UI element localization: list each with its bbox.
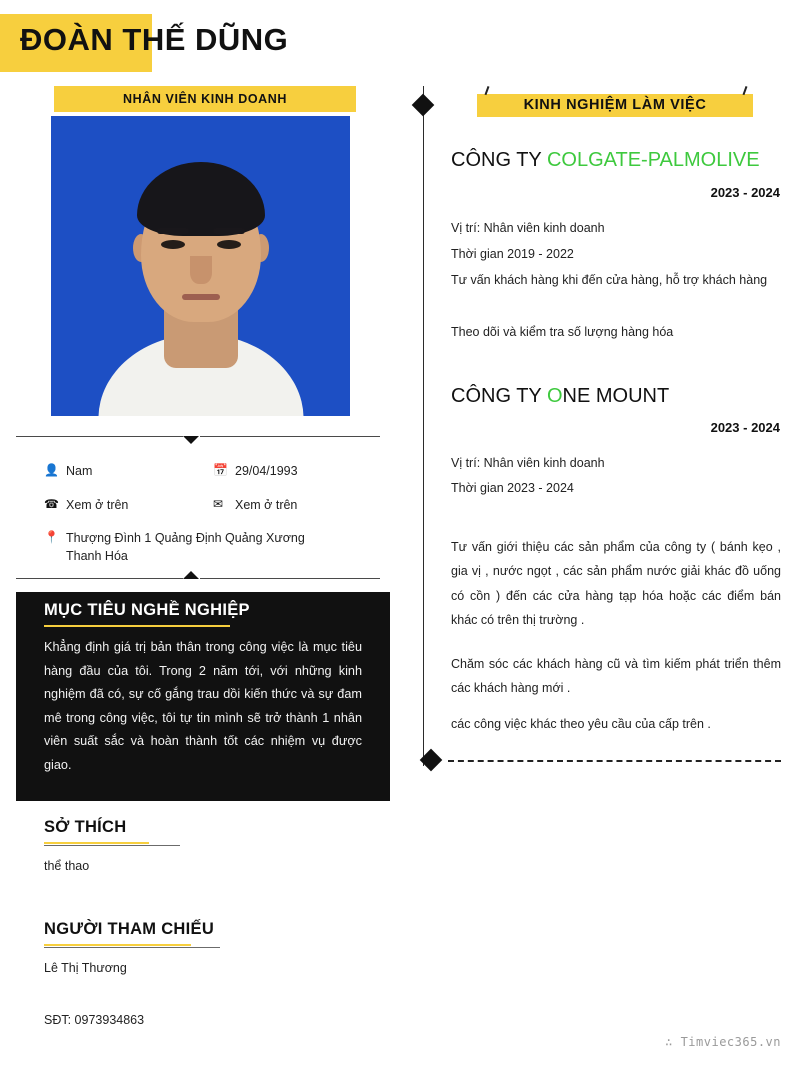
job-2-date: 2023 - 2024 xyxy=(710,420,780,435)
timeline-line xyxy=(423,86,424,766)
job-2-company-name-first: O xyxy=(546,385,563,407)
info-email-value: Xem ở trên xyxy=(235,498,298,512)
job-1-company-prefix: CÔNG TY xyxy=(451,149,547,171)
job-2-paragraph-2: Chăm sóc các khách hàng cũ và tìm kiếm phát triển thêm các khách hàng mới . xyxy=(451,657,781,696)
photo-mouth xyxy=(182,294,220,300)
profile-photo xyxy=(51,116,350,416)
location-pin-icon: 📍 xyxy=(44,530,59,544)
job-1-line-2: Thời gian 2019 - 2022 xyxy=(451,247,574,261)
info-gender xyxy=(44,462,184,480)
info-address-lines xyxy=(66,529,305,565)
photo-eye-left xyxy=(161,240,185,249)
info-email xyxy=(213,496,383,514)
job-1-date: 2023 - 2024 xyxy=(710,185,780,200)
objective-divider-marker xyxy=(183,571,199,579)
info-divider-marker xyxy=(183,436,199,444)
job-2-paragraph-3: các công việc khác theo yêu cầu của cấp trên . xyxy=(451,717,711,731)
job-1-company xyxy=(451,149,760,172)
info-address-line1: Thượng Đình 1 Quảng Định Quảng Xương xyxy=(66,531,305,545)
reference-rule xyxy=(44,947,220,948)
reference-name: Lê Thị Thương xyxy=(44,961,127,975)
job-2-line-1: Vị trí: Nhân viên kinh doanh xyxy=(451,456,605,470)
job-1-line-4: Theo dõi và kiểm tra số lượng hàng hóa xyxy=(451,325,674,339)
reference-phone: SĐT: 0973934863 xyxy=(44,1013,145,1027)
info-divider-right xyxy=(200,436,380,437)
person-icon: 👤 xyxy=(44,463,59,477)
job-2-line-2: Thời gian 2023 - 2024 xyxy=(451,481,574,495)
candidate-role: NHÂN VIÊN KINH DOANH xyxy=(122,92,288,106)
reference-title: NGƯỜI THAM CHIẾU xyxy=(44,920,215,938)
hobbies-title: SỞ THÍCH xyxy=(44,818,127,836)
job-1-company-name: COLGATE-PALMOLIVE xyxy=(546,149,760,171)
objective-divider-left xyxy=(16,578,183,579)
photo-brow-right xyxy=(213,228,245,234)
phone-icon: ☎ xyxy=(44,497,59,511)
job-2-company-name-rest: NE MOUNT xyxy=(562,385,670,407)
photo-hair xyxy=(137,162,265,236)
candidate-name: ĐOÀN THẾ DŨNG xyxy=(20,22,289,57)
job-2-paragraph-1: Tư vấn giới thiệu các sản phẩm của công ty ( bánh kẹo , gia vị , nước ngọt , các sản phẩm nước giải khác đồ uống có cồn ) đến các cửa hàng tạp hóa hoặc các điểm bán khác có trên thị trường . xyxy=(451,540,781,628)
photo-nose xyxy=(190,256,212,284)
envelope-icon: ✉ xyxy=(213,497,224,511)
job-2-company xyxy=(451,385,669,408)
timeline-diamond-top xyxy=(412,94,435,117)
objective-title-underline xyxy=(44,625,230,627)
hobbies-rule xyxy=(44,845,180,846)
watermark: ∴ Timviec365.vn xyxy=(665,1035,781,1049)
photo-eye-right xyxy=(217,240,241,249)
info-address-line2: Thanh Hóa xyxy=(66,549,128,564)
calendar-icon: 📅 xyxy=(213,463,228,477)
objective-text: Khẳng định giá trị bản thân trong công việc là mục tiêu hàng đầu của tôi. Trong 2 năm tới, với những kinh nghiệm đã có, sự cố gắng trau dồi kiến thức và sự đam mê trong công việc, tôi tự tin mình sẽ trở thành 1 nhân viên suất sắc và hoàn thành tốt các nhiệm vụ được giao. xyxy=(44,640,362,772)
experience-heading: KINH NGHIỆM LÀM VIỆC xyxy=(523,97,707,113)
info-address xyxy=(44,529,374,565)
hobbies-title-underline xyxy=(44,842,149,844)
objective-divider-right xyxy=(200,578,380,579)
info-gender-value: Nam xyxy=(66,464,93,478)
job-2-company-prefix: CÔNG TY xyxy=(451,385,547,407)
timeline-dashed-rule xyxy=(448,760,781,762)
photo-brow-left xyxy=(157,228,189,234)
info-divider-left xyxy=(16,436,183,437)
objective-title: MỤC TIÊU NGHỀ NGHIỆP xyxy=(44,601,250,619)
job-1-line-1: Vị trí: Nhân viên kinh doanh xyxy=(451,221,605,235)
job-1-line-3: Tư vấn khách hàng khi đến cửa hàng, hỗ trợ khách hàng xyxy=(451,273,768,287)
hobbies-text: thể thao xyxy=(44,859,90,873)
info-birthday-value: 29/04/1993 xyxy=(235,464,298,478)
reference-title-underline xyxy=(44,944,191,946)
info-birthday xyxy=(213,462,383,480)
info-phone-value: Xem ở trên xyxy=(66,498,129,512)
info-phone xyxy=(44,496,184,514)
